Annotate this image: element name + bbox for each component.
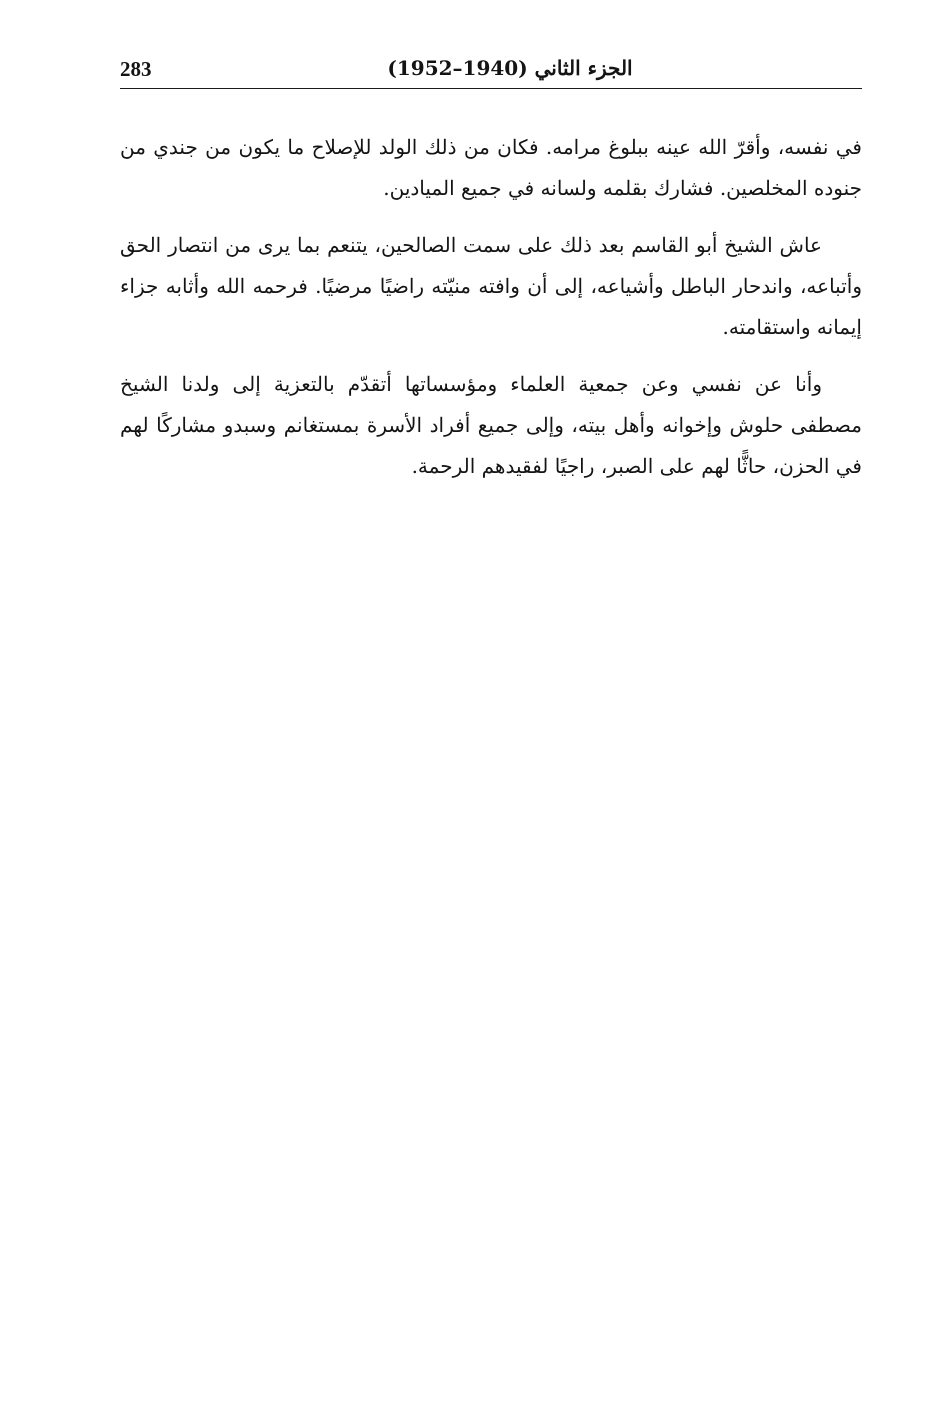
header-divider xyxy=(120,88,862,89)
paragraph-biography: عاش الشيخ أبو القاسم بعد ذلك على سمت الصالحين، يتنعم بما يرى من انتصار الحق وأتباعه، واندحار الباطل وأشياعه، إلى أن وافته منيّته راضيًا مرضيًا. فرحمه الله وأثابه جزاء إيمانه واستقامته. xyxy=(120,233,862,339)
running-header xyxy=(120,54,862,88)
body-text xyxy=(120,127,862,503)
paragraph-condolences: وأنا عن نفسي وعن جمعية العلماء ومؤسساتها أتقدّم بالتعزية إلى ولدنا الشيخ مصطفى حلوش وإخوانه وأهل بيته، وإلى جميع أفراد الأسرة بمستغانم وسبدو مشاركًا لهم في الحزن، حاثًّا لهم على الصبر، راجيًا لفقيدهم الرحمة. xyxy=(120,372,862,478)
paragraph-continuation: في نفسه، وأقرّ الله عينه ببلوغ مرامه. فكان من ذلك الولد للإصلاح ما يكون من جندي من جنوده المخلصين. فشارك بقلمه ولسانه في جميع الميادين. xyxy=(120,135,862,200)
running-title: الجزء الثاني (1940–1952) xyxy=(387,56,633,80)
page-number: 283 xyxy=(120,57,152,81)
